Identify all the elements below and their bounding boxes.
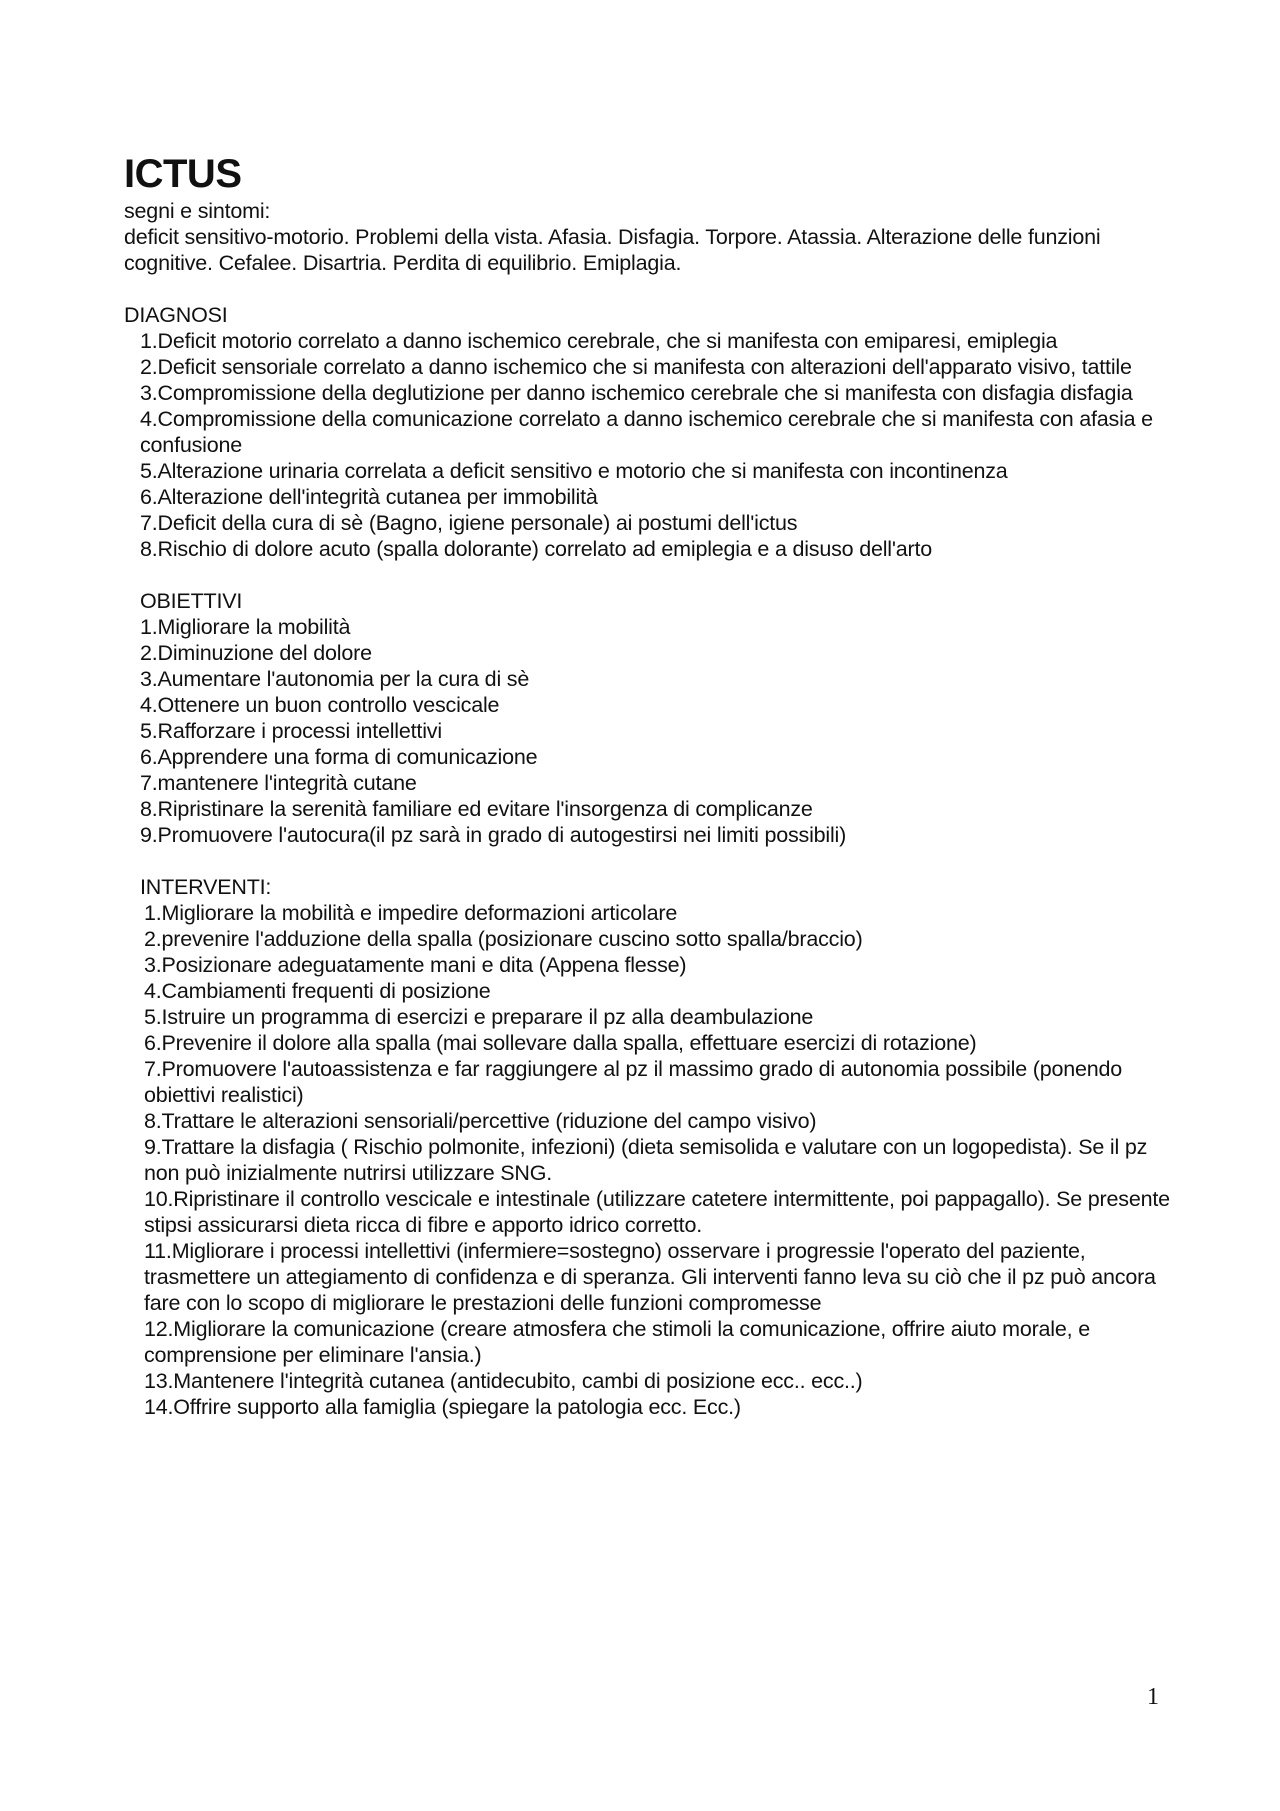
obiettivi-item: 2.Diminuzione del dolore <box>140 641 372 665</box>
spacer <box>124 562 1184 588</box>
interventi-item: 6.Prevenire il dolore alla spalla (mai sollevare dalla spalla, effettuare esercizi di rotazione) <box>144 1031 977 1055</box>
diagnosi-heading: DIAGNOSI <box>124 303 228 327</box>
obiettivi-item: 7.mantenere l'integrità cutane <box>140 771 417 795</box>
document-title: ICTUS <box>124 152 242 196</box>
interventi-item: 14.Offrire supporto alla famiglia (spiegare la patologia ecc. Ecc.) <box>144 1395 741 1419</box>
interventi-heading: INTERVENTI: <box>140 875 272 899</box>
interventi-item: 10.Ripristinare il controllo vescicale e intestinale (utilizzare catetere intermittente, poi pappagallo). Se presente stipsi assicurarsi dieta ricca di fibre e apporto idrico corretto. <box>144 1187 1170 1237</box>
diagnosi-item: 4.Compromissione della comunicazione correlato a danno ischemico cerebrale che si manifesta con afasia e confusione <box>140 407 1153 457</box>
obiettivi-item: 1.Migliorare la mobilità <box>140 615 351 639</box>
page-number: 1 <box>1147 1684 1159 1710</box>
interventi-list <box>140 900 1184 1420</box>
interventi-section <box>124 874 1184 1420</box>
obiettivi-item: 6.Apprendere una forma di comunicazione <box>140 745 538 769</box>
interventi-item: 5.Istruire un programma di esercizi e preparare il pz alla deambulazione <box>144 1005 814 1029</box>
obiettivi-item: 5.Rafforzare i processi intellettivi <box>140 719 442 743</box>
interventi-item: 3.Posizionare adeguatamente mani e dita (Appena flesse) <box>144 953 687 977</box>
interventi-item: 9.Trattare la disfagia ( Rischio polmonite, infezioni) (dieta semisolida e valutare con un logopedista). Se il pz non può inizialmente nutrirsi utilizzare SNG. <box>144 1135 1148 1185</box>
obiettivi-item: 9.Promuovere l'autocura(il pz sarà in grado di autogestirsi nei limiti possibili) <box>140 823 847 847</box>
diagnosi-item: 2.Deficit sensoriale correlato a danno ischemico che si manifesta con alterazioni dell'apparato visivo, tattile <box>140 355 1132 379</box>
diagnosi-item: 6.Alterazione dell'integrità cutanea per immobilità <box>140 485 598 509</box>
signs-heading: segni e sintomi: <box>124 199 271 223</box>
interventi-item: 11.Migliorare i processi intellettivi (infermiere=sostegno) osservare i progressie l'operato del paziente, trasmettere un attegiamento di confidenza e di speranza. Gli interventi fanno leva su ciò che il pz può ancora fare con lo scopo di migliorare le prestazioni delle funzioni compromesse <box>144 1239 1156 1315</box>
obiettivi-item: 4.Ottenere un buon controllo vescicale <box>140 693 500 717</box>
interventi-item: 12.Migliorare la comunicazione (creare atmosfera che stimoli la comunicazione, offrire aiuto morale, e comprensione per eliminare l'ansia.) <box>144 1317 1090 1367</box>
spacer <box>124 276 1184 302</box>
interventi-item: 8.Trattare le alterazioni sensoriali/percettive (riduzione del campo visivo) <box>144 1109 817 1133</box>
diagnosi-item: 1.Deficit motorio correlato a danno ischemico cerebrale, che si manifesta con emiparesi, emiplegia <box>140 329 1058 353</box>
diagnosi-item: 7.Deficit della cura di sè (Bagno, igiene personale) ai postumi dell'ictus <box>140 511 798 535</box>
obiettivi-item: 8.Ripristinare la serenità familiare ed evitare l'insorgenza di complicanze <box>140 797 813 821</box>
interventi-item: 2.prevenire l'adduzione della spalla (posizionare cuscino sotto spalla/braccio) <box>144 927 863 951</box>
diagnosi-item: 8.Rischio di dolore acuto (spalla dolorante) correlato ad emiplegia e a disuso dell'arto <box>140 537 933 561</box>
spacer <box>124 848 1184 874</box>
obiettivi-section <box>124 588 1184 848</box>
obiettivi-heading: OBIETTIVI <box>140 589 243 613</box>
interventi-item: 7.Promuovere l'autoassistenza e far raggiungere al pz il massimo grado di autonomia possibile (ponendo obiettivi realistici) <box>144 1057 1123 1107</box>
diagnosi-list <box>124 328 1184 562</box>
interventi-item: 13.Mantenere l'integrità cutanea (antidecubito, cambi di posizione ecc.. ecc..) <box>144 1369 863 1393</box>
document-body <box>124 150 1184 1420</box>
obiettivi-item: 3.Aumentare l'autonomia per la cura di sè <box>140 667 530 691</box>
signs-text: deficit sensitivo-motorio. Problemi della vista. Afasia. Disfagia. Torpore. Atassia. Alterazione delle funzioni cognitive. Cefalee. Disartria. Perdita di equilibrio. Emiplagia. <box>124 225 1101 275</box>
interventi-item: 4.Cambiamenti frequenti di posizione <box>144 979 491 1003</box>
interventi-item: 1.Migliorare la mobilità e impedire deformazioni articolare <box>144 901 678 925</box>
obiettivi-list <box>140 614 1184 848</box>
diagnosi-item: 3.Compromissione della deglutizione per danno ischemico cerebrale che si manifesta con disfagia disfagia <box>140 381 1133 405</box>
diagnosi-item: 5.Alterazione urinaria correlata a deficit sensitivo e motorio che si manifesta con incontinenza <box>140 459 1008 483</box>
